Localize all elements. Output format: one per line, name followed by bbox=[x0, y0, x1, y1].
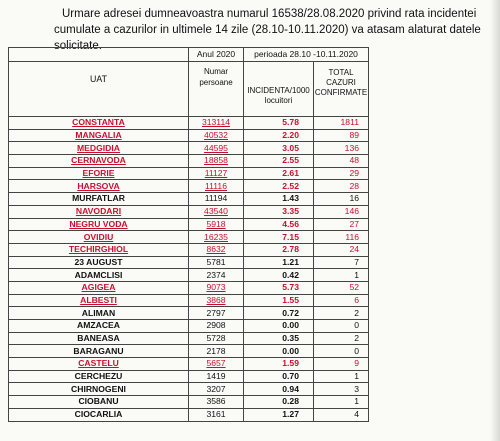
uat-cell: NAVODARI bbox=[9, 205, 189, 218]
uat-cell: AGIGEA bbox=[9, 281, 189, 294]
table-row bbox=[9, 193, 369, 206]
incidence-cell: 0.70 bbox=[244, 370, 314, 383]
uat-cell: HARSOVA bbox=[9, 180, 189, 193]
total-cases-cell: 2 bbox=[314, 307, 369, 320]
total-cases-cell: 9 bbox=[314, 358, 369, 371]
incidence-cell: 3.05 bbox=[244, 142, 314, 155]
uat-cell: MANGALIA bbox=[9, 129, 189, 142]
uat-cell: CHIRNOGENI bbox=[9, 383, 189, 396]
total-cases-cell: 1811 bbox=[314, 117, 369, 130]
total-cases-cell: 0 bbox=[314, 345, 369, 358]
total-cases-cell: 29 bbox=[314, 167, 369, 180]
uat-cell: CIOCARLIA bbox=[9, 408, 189, 421]
population-cell: 5657 bbox=[189, 358, 244, 371]
uat-cell: AMZACEA bbox=[9, 320, 189, 333]
total-cases-cell: 27 bbox=[314, 218, 369, 231]
table-row bbox=[9, 129, 369, 142]
uat-cell: CIOBANU bbox=[9, 396, 189, 409]
table-row bbox=[9, 142, 369, 155]
population-cell: 5728 bbox=[189, 332, 244, 345]
header-year: Anul 2020 bbox=[189, 48, 244, 62]
population-cell: 2374 bbox=[189, 269, 244, 282]
table-row bbox=[9, 332, 369, 345]
population-cell: 40532 bbox=[189, 129, 244, 142]
population-cell: 3586 bbox=[189, 396, 244, 409]
total-cases-cell: 52 bbox=[314, 281, 369, 294]
population-cell: 1419 bbox=[189, 370, 244, 383]
total-cases-cell: 116 bbox=[314, 231, 369, 244]
uat-cell: ALBESTI bbox=[9, 294, 189, 307]
incidence-cell: 5.78 bbox=[244, 117, 314, 130]
population-cell: 3868 bbox=[189, 294, 244, 307]
table-row bbox=[9, 180, 369, 193]
table-row bbox=[9, 155, 369, 168]
cut-off-heading bbox=[36, 0, 136, 5]
table-row bbox=[9, 358, 369, 371]
incidence-cell: 1.59 bbox=[244, 358, 314, 371]
incidence-cell: 1.27 bbox=[244, 408, 314, 421]
population-cell: 2908 bbox=[189, 320, 244, 333]
table-row bbox=[9, 218, 369, 231]
total-cases-cell: 1 bbox=[314, 396, 369, 409]
total-cases-cell: 0 bbox=[314, 320, 369, 333]
incidence-cell: 4.56 bbox=[244, 218, 314, 231]
incidence-cell: 1.21 bbox=[244, 256, 314, 269]
total-cases-cell: 48 bbox=[314, 155, 369, 168]
table-row bbox=[9, 294, 369, 307]
incidence-cell: 2.55 bbox=[244, 155, 314, 168]
incidence-cell: 7.15 bbox=[244, 231, 314, 244]
header-population: Numar persoane bbox=[189, 62, 244, 117]
table-row bbox=[9, 396, 369, 409]
incidence-cell: 0.28 bbox=[244, 396, 314, 409]
table-row bbox=[9, 269, 369, 282]
incidence-cell: 0.00 bbox=[244, 345, 314, 358]
total-cases-cell: 4 bbox=[314, 408, 369, 421]
population-cell: 43540 bbox=[189, 205, 244, 218]
population-cell: 5781 bbox=[189, 256, 244, 269]
incidence-cell: 5.73 bbox=[244, 281, 314, 294]
incidence-cell: 1.43 bbox=[244, 193, 314, 206]
incidence-cell: 0.72 bbox=[244, 307, 314, 320]
population-cell: 8632 bbox=[189, 243, 244, 256]
table-row bbox=[9, 243, 369, 256]
incidence-cell: 1.55 bbox=[244, 294, 314, 307]
uat-cell: ALIMAN bbox=[9, 307, 189, 320]
table-row bbox=[9, 345, 369, 358]
total-cases-cell: 146 bbox=[314, 205, 369, 218]
uat-cell: MEDGIDIA bbox=[9, 142, 189, 155]
incidence-cell: 0.00 bbox=[244, 320, 314, 333]
header-row-columns bbox=[9, 62, 369, 117]
population-cell: 3161 bbox=[189, 408, 244, 421]
uat-cell: EFORIE bbox=[9, 167, 189, 180]
header-empty-cell bbox=[9, 48, 189, 62]
uat-cell: BANEASA bbox=[9, 332, 189, 345]
total-cases-cell: 2 bbox=[314, 332, 369, 345]
table-row bbox=[9, 383, 369, 396]
uat-cell: BARAGANU bbox=[9, 345, 189, 358]
population-cell: 11116 bbox=[189, 180, 244, 193]
total-cases-cell: 24 bbox=[314, 243, 369, 256]
population-cell: 16235 bbox=[189, 231, 244, 244]
table-row bbox=[9, 231, 369, 244]
table-row bbox=[9, 205, 369, 218]
header-period: perioada 28.10 -10.11.2020 bbox=[244, 48, 369, 62]
uat-cell: NEGRU VODA bbox=[9, 218, 189, 231]
header-row-top bbox=[9, 48, 369, 62]
total-cases-cell: 1 bbox=[314, 269, 369, 282]
incidence-cell: 0.35 bbox=[244, 332, 314, 345]
uat-cell: ADAMCLISI bbox=[9, 269, 189, 282]
incidence-cell: 0.94 bbox=[244, 383, 314, 396]
population-cell: 11194 bbox=[189, 193, 244, 206]
uat-cell: CONSTANTA bbox=[9, 117, 189, 130]
uat-cell: TECHIRGHIOL bbox=[9, 243, 189, 256]
total-cases-cell: 1 bbox=[314, 370, 369, 383]
population-cell: 9073 bbox=[189, 281, 244, 294]
table-row bbox=[9, 320, 369, 333]
incidence-table bbox=[8, 47, 369, 422]
header-incidence: INCIDENTA/1000 locuitori bbox=[244, 62, 314, 117]
table-row bbox=[9, 281, 369, 294]
page-edge-shadow bbox=[490, 0, 500, 441]
incidence-cell: 2.20 bbox=[244, 129, 314, 142]
total-cases-cell: 89 bbox=[314, 129, 369, 142]
population-cell: 44595 bbox=[189, 142, 244, 155]
incidence-cell: 3.35 bbox=[244, 205, 314, 218]
uat-cell: 23 AUGUST bbox=[9, 256, 189, 269]
table-row bbox=[9, 370, 369, 383]
header-total-cases: TOTAL CAZURI CONFIRMATE bbox=[314, 62, 369, 117]
header-uat: UAT bbox=[9, 62, 189, 117]
total-cases-cell: 28 bbox=[314, 180, 369, 193]
population-cell: 3207 bbox=[189, 383, 244, 396]
table-row bbox=[9, 256, 369, 269]
table-row bbox=[9, 307, 369, 320]
incidence-cell: 2.52 bbox=[244, 180, 314, 193]
incidence-cell: 2.61 bbox=[244, 167, 314, 180]
incidence-cell: 0.42 bbox=[244, 269, 314, 282]
table-row bbox=[9, 408, 369, 421]
uat-cell: OVIDIU bbox=[9, 231, 189, 244]
total-cases-cell: 6 bbox=[314, 294, 369, 307]
intro-line-2: cumulate a cazurilor in ultimele 14 zile (28.10-10.11.2020) va atasam alaturat datele solicitate. bbox=[54, 24, 481, 52]
population-cell: 18858 bbox=[189, 155, 244, 168]
table-body bbox=[9, 117, 369, 422]
total-cases-cell: 3 bbox=[314, 383, 369, 396]
uat-cell: CERNAVODA bbox=[9, 155, 189, 168]
population-cell: 2797 bbox=[189, 307, 244, 320]
population-cell: 11127 bbox=[189, 167, 244, 180]
population-cell: 313114 bbox=[189, 117, 244, 130]
intro-line-1: Urmare adresei dumneavoastra numarul 16538/28.08.2020 privind rata incidentei bbox=[62, 8, 477, 20]
table-row bbox=[9, 117, 369, 130]
uat-cell: CASTELU bbox=[9, 358, 189, 371]
total-cases-cell: 136 bbox=[314, 142, 369, 155]
table-row bbox=[9, 167, 369, 180]
uat-cell: MURFATLAR bbox=[9, 193, 189, 206]
total-cases-cell: 7 bbox=[314, 256, 369, 269]
population-cell: 5918 bbox=[189, 218, 244, 231]
incidence-cell: 2.78 bbox=[244, 243, 314, 256]
population-cell: 2178 bbox=[189, 345, 244, 358]
total-cases-cell: 16 bbox=[314, 193, 369, 206]
uat-cell: CERCHEZU bbox=[9, 370, 189, 383]
